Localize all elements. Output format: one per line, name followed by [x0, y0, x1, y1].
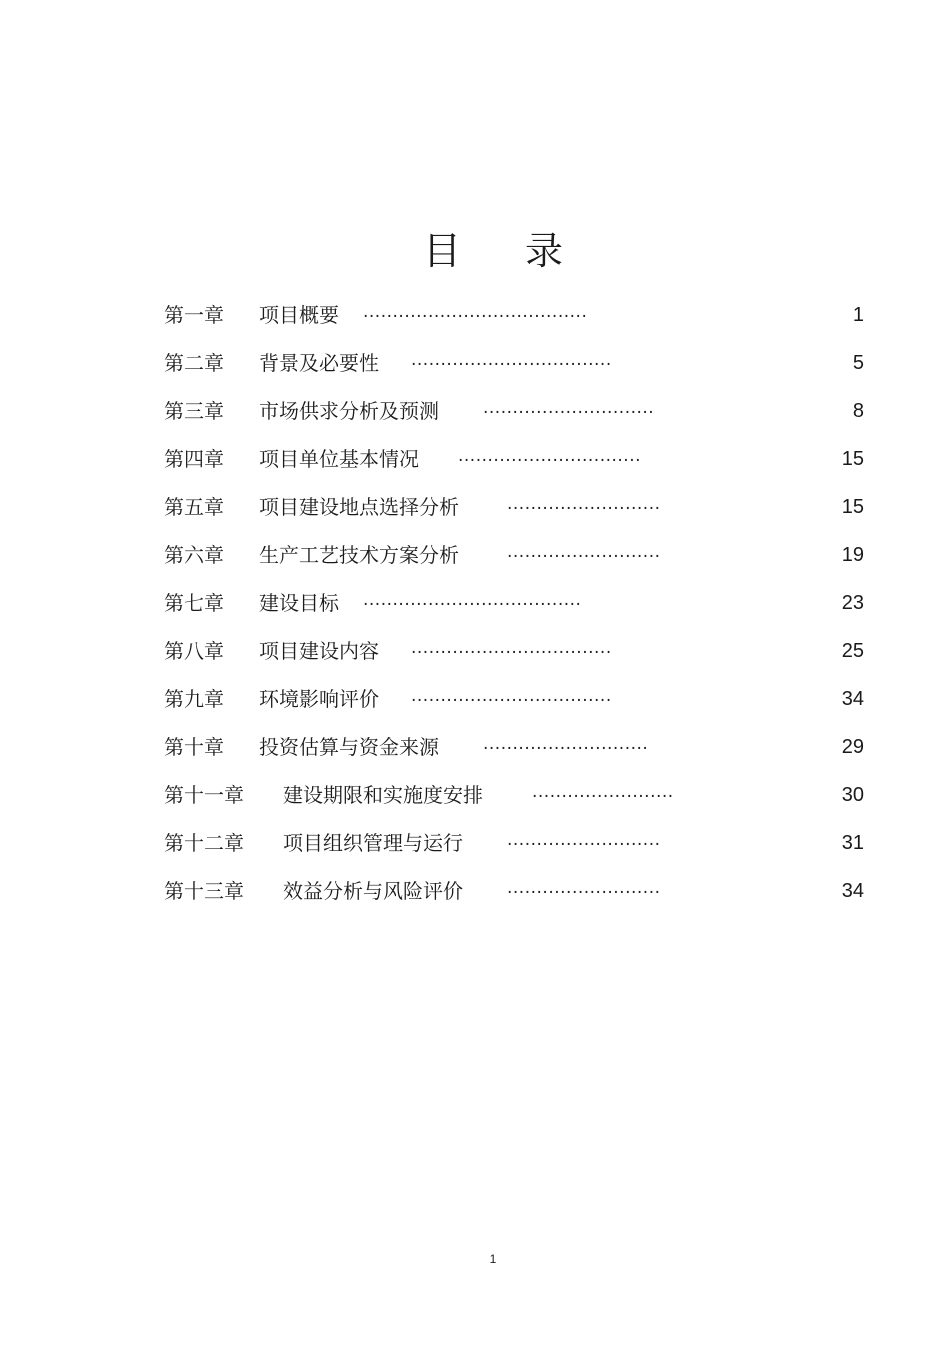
toc-page-number: 8 [852, 400, 864, 422]
toc-chapter-title: 项目单位基本情况 [259, 447, 419, 471]
toc-page-number: 19 [841, 544, 864, 566]
toc-entry[interactable] [164, 780, 864, 810]
toc-chapter-title: 生产工艺技术方案分析 [259, 543, 459, 567]
toc-chapter-label: 第十章 [164, 735, 224, 759]
toc-entry[interactable] [164, 732, 864, 762]
toc-chapter-title: 投资估算与资金来源 [259, 735, 439, 759]
toc-chapter-label: 第二章 [164, 351, 224, 375]
toc-entry[interactable] [164, 396, 864, 426]
toc-entry[interactable] [164, 684, 864, 714]
toc-page-number: 1 [852, 304, 864, 326]
toc-leader-dots: .................................. [411, 686, 612, 706]
toc-chapter-label: 第十一章 [164, 783, 244, 807]
toc-leader-dots: ............................... [458, 446, 642, 466]
toc-leader-dots: ............................. [483, 398, 655, 418]
toc-chapter-label: 第七章 [164, 591, 224, 615]
toc-chapter-label: 第五章 [164, 495, 224, 519]
toc-chapter-title: 项目概要 [259, 303, 339, 327]
toc-chapter-label: 第十二章 [164, 831, 244, 855]
toc-leader-dots: .................................. [411, 350, 612, 370]
toc-leader-dots: .................................. [411, 638, 612, 658]
toc-entry[interactable] [164, 444, 864, 474]
toc-chapter-title: 建设目标 [259, 591, 339, 615]
toc-leader-dots: .......................... [507, 542, 661, 562]
toc-chapter-title: 项目建设地点选择分析 [259, 495, 459, 519]
toc-chapter-label: 第九章 [164, 687, 224, 711]
toc-entry[interactable] [164, 828, 864, 858]
toc-entry[interactable] [164, 540, 864, 570]
toc-entry[interactable] [164, 348, 864, 378]
toc-page-number: 30 [841, 784, 864, 806]
toc-page-number: 15 [841, 448, 864, 470]
toc-title-char-1: 目 [422, 229, 461, 273]
toc-page-number: 23 [841, 592, 864, 614]
toc-chapter-label: 第六章 [164, 543, 224, 567]
toc-page-number: 34 [841, 880, 864, 902]
toc-chapter-label: 第一章 [164, 303, 224, 327]
toc-entry[interactable] [164, 876, 864, 906]
toc-leader-dots: ..................................... [363, 590, 582, 610]
toc-chapter-title: 效益分析与风险评价 [283, 879, 463, 903]
toc-page-number: 25 [841, 640, 864, 662]
toc-chapter-label: 第四章 [164, 447, 224, 471]
toc-page-number: 29 [841, 736, 864, 758]
toc-chapter-title: 背景及必要性 [259, 351, 379, 375]
page-number: 1 [489, 1252, 497, 1266]
toc-chapter-label: 第八章 [164, 639, 224, 663]
toc-page-number: 31 [841, 832, 864, 854]
toc-entry[interactable] [164, 492, 864, 522]
toc-leader-dots: ........................ [532, 782, 674, 802]
toc-chapter-label: 第十三章 [164, 879, 244, 903]
toc-chapter-title: 项目建设内容 [259, 639, 379, 663]
toc-page-number: 34 [841, 688, 864, 710]
toc-chapter-label: 第三章 [164, 399, 224, 423]
toc-chapter-title: 环境影响评价 [259, 687, 379, 711]
toc-entry[interactable] [164, 636, 864, 666]
toc-page-number: 5 [852, 352, 864, 374]
toc-leader-dots: ...................................... [363, 302, 588, 322]
toc-chapter-title: 市场供求分析及预测 [259, 399, 439, 423]
toc-page-number: 15 [841, 496, 864, 518]
toc-leader-dots: .......................... [507, 830, 661, 850]
toc-entry[interactable] [164, 300, 864, 330]
toc-leader-dots: .......................... [507, 878, 661, 898]
toc-chapter-title: 项目组织管理与运行 [283, 831, 463, 855]
toc-title-char-2: 录 [525, 229, 564, 273]
toc-leader-dots: ............................ [483, 734, 649, 754]
toc-entry[interactable] [164, 588, 864, 618]
toc-chapter-title: 建设期限和实施度安排 [283, 783, 483, 807]
toc-leader-dots: .......................... [507, 494, 661, 514]
